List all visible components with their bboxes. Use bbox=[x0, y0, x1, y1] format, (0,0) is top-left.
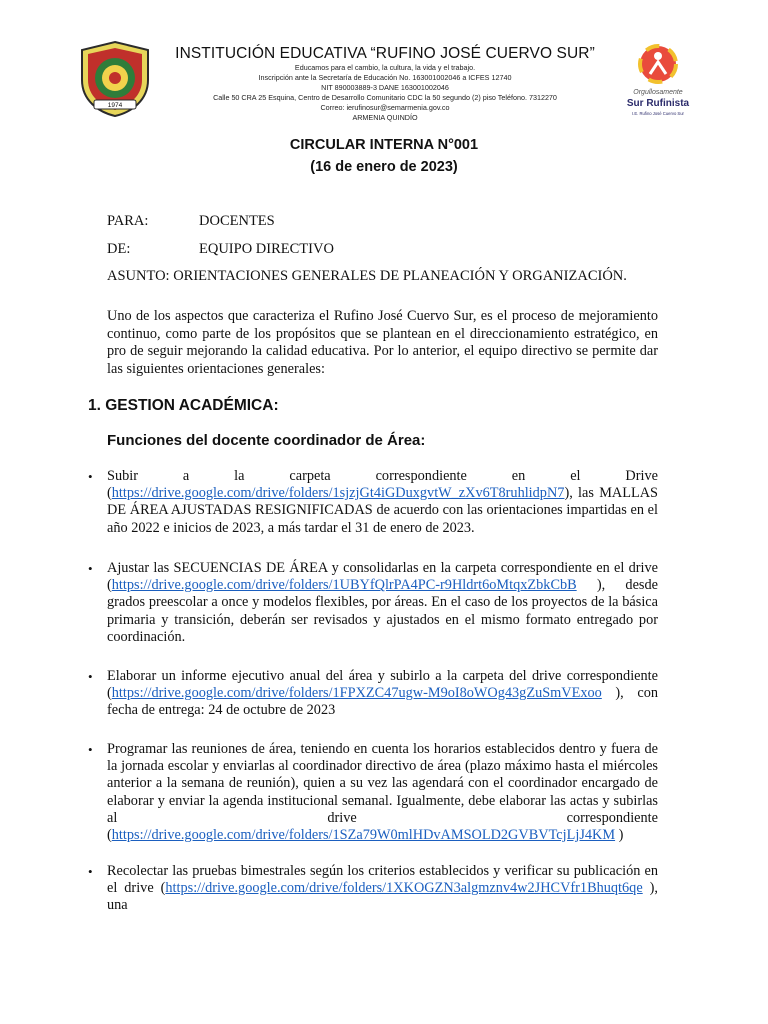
item-text-post: ), con fecha de entrega: 24 de octubre de 2023 bbox=[107, 685, 658, 719]
list-item bbox=[107, 668, 658, 720]
circular-title bbox=[0, 134, 768, 178]
memo-asunto-row bbox=[107, 267, 627, 285]
institution-name: INSTITUCIÓN EDUCATIVA “RUFINO JOSÉ CUERVO SUR” bbox=[175, 45, 595, 62]
drive-link[interactable]: https://drive.google.com/drive/folders/1SZa79W0mlHDvAMSOLD2GVBVTcjLjJ4KM bbox=[111, 827, 616, 844]
memo-asunto-value: ORIENTACIONES GENERALES DE PLANEACIÓN Y ORGANIZACIÓN. bbox=[173, 268, 627, 284]
logo-line-1: Orgullosamente bbox=[633, 89, 683, 96]
item-text-post: ), una bbox=[107, 880, 658, 914]
intro-paragraph: Uno de los aspectos que caracteriza el Rufino José Cuervo Sur, es el proceso de mejoramiento continuo, como parte de los propósitos que se plantean en el direccionamiento estratégico, en pro de seguir mejorando la calidad educativa. Por lo anterior, el equipo directivo se permite dar las siguientes orientaciones generales: bbox=[107, 308, 658, 377]
drive-link[interactable]: https://drive.google.com/drive/folders/1sjzjGt4iGDuxgvtW_zXv6T8ruhlidpN7 bbox=[111, 485, 565, 502]
bullet-icon: • bbox=[88, 561, 93, 576]
header-line-registration: Inscripción ante la Secretaría de Educación No. 163001002046 a ICFES 12740 bbox=[258, 73, 512, 82]
school-shield-logo bbox=[76, 40, 154, 118]
section-heading: 1. GESTION ACADÉMICA: bbox=[88, 397, 279, 414]
memo-de-key: DE: bbox=[107, 241, 131, 257]
header-line-city: ARMENIA QUINDÍO bbox=[352, 113, 418, 122]
header-line-address: Calle 50 CRA 25 Esquina, Centro de Desarrollo Comunitario CDC la 50 segundo (2) piso Teléfono. 7312270 bbox=[213, 93, 557, 102]
item-text-pre: Ajustar las SECUENCIAS DE ÁREA y consolidarlas en la carpeta correspondiente en el drive ( bbox=[107, 560, 658, 594]
list-item bbox=[107, 741, 658, 844]
header-line-motto: Educamos para el cambio, la cultura, la vida y el trabajo. bbox=[294, 63, 476, 72]
sur-rufinista-logo bbox=[622, 42, 694, 120]
header-line-nit: NIT 890003889-3 DANE 163001002046 bbox=[321, 83, 449, 92]
memo-para-row bbox=[107, 212, 275, 230]
item-text-pre: Elaborar un informe ejecutivo anual del área y subirlo a la carpeta del drive correspondiente ( bbox=[107, 668, 658, 702]
item-text-pre: Subir a la carpeta correspondiente en el Drive ( bbox=[107, 468, 658, 502]
item-text-pre: Recolectar las pruebas bimestrales según los criterios establecidos y verificar su publicación en el drive ( bbox=[107, 863, 658, 897]
memo-asunto-key: ASUNTO: bbox=[107, 268, 170, 284]
item-text-post: ) bbox=[615, 827, 624, 844]
item-text-post: ), las MALLAS DE ÁREA AJUSTADAS RESIGNIFICADAS de acuerdo con las orientaciones impartidas en el año 2022 e inicios de 2023, a más tardar el 31 de enero de 2023. bbox=[107, 485, 658, 536]
institution-header bbox=[160, 44, 610, 123]
bullet-icon: • bbox=[88, 742, 93, 757]
bullet-icon: • bbox=[88, 669, 93, 684]
memo-de-row bbox=[107, 240, 334, 258]
memo-para-key: PARA: bbox=[107, 213, 149, 229]
item-text-post: ), desde grados preescolar a once y modelos flexibles, por áreas. En el caso de los proyectos de la básica primaria y transición, deberán ser revisados y ajustados en el mismo formato entregado por coordinación. bbox=[107, 577, 658, 645]
logo-line-2: Sur Rufinista bbox=[626, 98, 690, 109]
bullet-icon: • bbox=[88, 864, 93, 879]
memo-para-value: DOCENTES bbox=[199, 213, 275, 229]
circular-number: CIRCULAR INTERNA N°001 bbox=[289, 137, 479, 153]
list-item bbox=[107, 863, 658, 915]
list-item bbox=[107, 560, 658, 646]
memo-de-value: EQUIPO DIRECTIVO bbox=[199, 241, 334, 257]
list-item bbox=[107, 468, 658, 537]
drive-link[interactable]: https://drive.google.com/drive/folders/1UBYfQlrPA4PC-r9Hldrt6oMtqxZbkCbB bbox=[111, 577, 577, 594]
bullet-icon: • bbox=[88, 469, 93, 484]
header-line-email: Correo: ierufinosur@semarmenia.gov.co bbox=[320, 103, 450, 112]
drive-link[interactable]: https://drive.google.com/drive/folders/1XKOGZN3algmznv4w2JHCVfr1Bhuqt6qe bbox=[165, 880, 643, 897]
item-text-pre: Programar las reuniones de área, teniendo en cuenta los horarios establecidos dentro y fuera de la jornada escolar y enviarlas al coordinador directivo de área (plazo máximo hasta el miércoles anterior a la semana de reunión), quien a su vez las agendará con el coordinador encargado de elaborar y enviar la agenda institucional semanal. Igualmente, debe elaborar las actas y subirlas al drive correspondiente ( bbox=[107, 741, 658, 844]
circular-date: (16 de enero de 2023) bbox=[310, 159, 458, 175]
logo-year: 1974 bbox=[107, 102, 123, 109]
drive-link[interactable]: https://drive.google.com/drive/folders/1FPXZC47ugw-M9oI8oWOg43gZuSmVExoo bbox=[111, 685, 602, 702]
logo-line-3: I.E. Rufino José Cuervo Sur bbox=[632, 111, 684, 116]
subsection-heading: Funciones del docente coordinador de Área: bbox=[107, 432, 426, 449]
